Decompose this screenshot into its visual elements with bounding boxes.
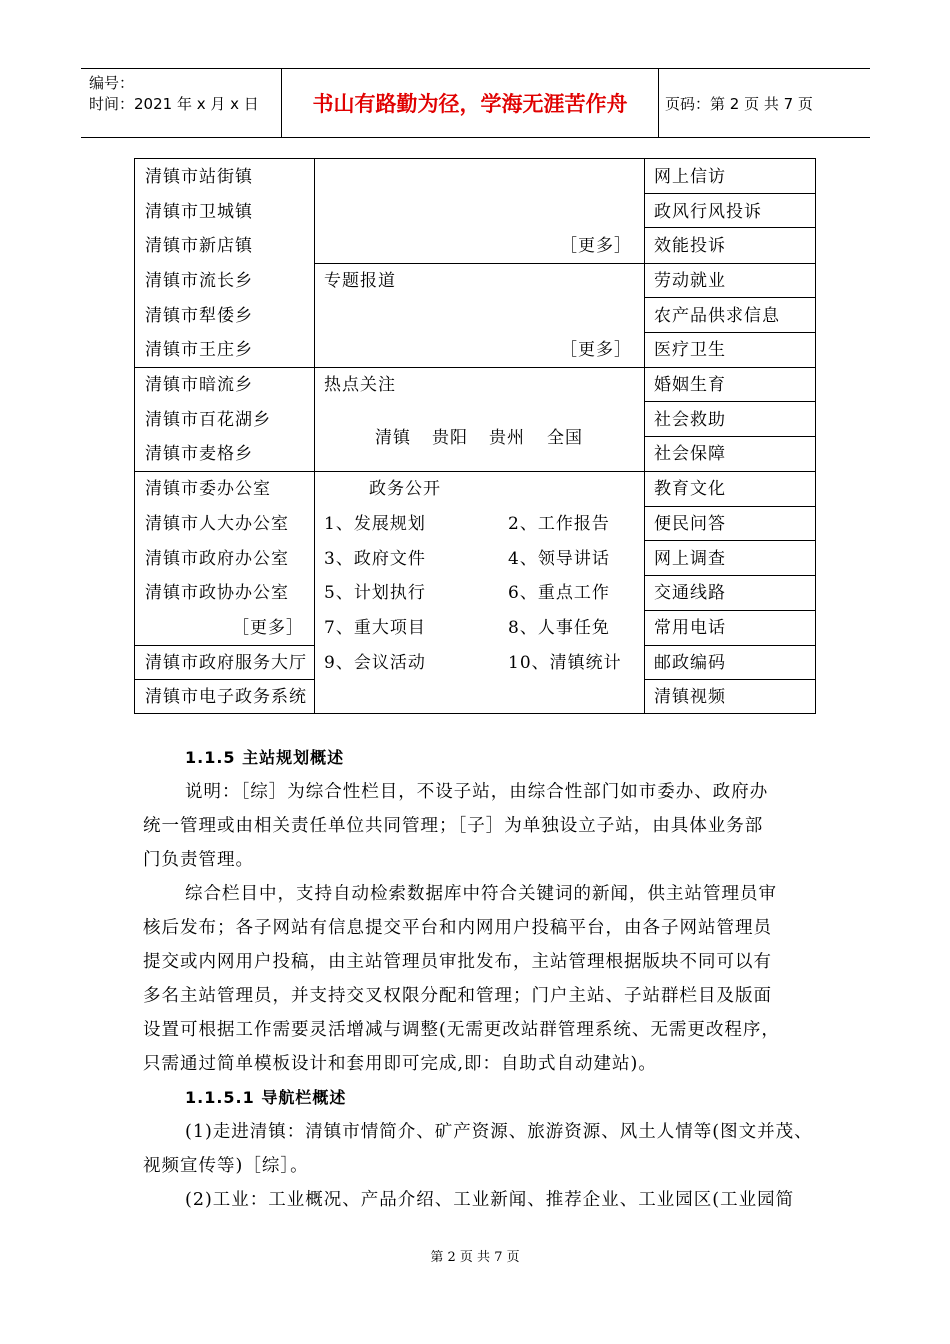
section-heading: 1.1.5 主站规划概述 [185,748,345,767]
service-link[interactable]: 交通线路 [654,583,726,603]
service-link[interactable]: 网上信访 [654,167,726,187]
office-link[interactable]: 清镇市政协办公室 [145,583,289,603]
header-meta [81,69,281,137]
town-link[interactable]: 清镇市暗流乡 [145,375,253,395]
town-link[interactable]: 清镇市流长乡 [145,271,253,291]
paragraph-line: 说明：［综］为综合性栏目，不设子站，由综合性部门如市委办、政府办 [185,782,769,802]
town-link[interactable]: 清镇市犁倭乡 [145,306,253,326]
page-header [81,68,870,138]
office-link[interactable]: 清镇市委办公室 [145,479,271,499]
service-link[interactable]: 劳动就业 [654,271,726,291]
gov-affairs-link[interactable]: 9、会议活动 [324,653,426,673]
gov-affairs-link[interactable]: 8、人事任免 [508,618,610,638]
gov-affairs-link[interactable]: 2、工作报告 [508,514,610,534]
service-link[interactable]: 婚姻生育 [654,375,726,395]
subsection-heading: 1.1.5.1 导航栏概述 [185,1088,347,1107]
gov-affairs-title: 政务公开 [369,479,441,499]
page-footer: 第 2 页 共 7 页 [430,1250,520,1265]
special-report-title: 专题报道 [324,271,396,291]
gov-affairs-link[interactable]: 7、重大项目 [324,618,426,638]
service-link[interactable]: 医疗卫生 [654,340,726,360]
special-report-more-link[interactable]: ［更多］ [560,340,632,360]
service-link[interactable]: 网上调查 [654,549,726,569]
paragraph-line: 设置可根据工作需要灵活增减与调整(无需更改站群管理系统、无需更改程序， [143,1020,780,1040]
paragraph-line: 只需通过简单模板设计和套用即可完成,即：自助式自动建站)。 [143,1054,657,1074]
gov-affairs-link[interactable]: 6、重点工作 [508,583,610,603]
office-link[interactable]: 清镇市人大办公室 [145,514,289,534]
region-link[interactable]: 贵阳 [432,428,468,448]
region-link[interactable]: 全国 [547,428,583,448]
doc-number-label: 编号： [89,74,135,92]
gov-affairs-link[interactable]: 1、发展规划 [324,514,426,534]
top-more-link[interactable]: ［更多］ [560,236,632,256]
portal-layout-table [134,158,816,714]
paragraph-line: 门负责管理。 [143,850,254,870]
header-page-info: 页码：第 2 页 共 7 页 [665,94,813,113]
service-link[interactable]: 常用电话 [654,618,726,638]
gov-affairs-link[interactable]: 3、政府文件 [324,549,426,569]
hot-topics-title: 热点关注 [324,375,396,395]
region-link[interactable]: 贵州 [489,428,525,448]
service-link[interactable]: 政风行风投诉 [654,202,762,222]
town-link[interactable]: 清镇市王庄乡 [145,340,253,360]
paragraph-line: 视频宣传等)［综］。 [143,1156,309,1176]
town-link[interactable]: 清镇市新店镇 [145,236,253,256]
paragraph-line: 提交或内网用户投稿，由主站管理员审批发布，主站管理根据版块不同可以有 [143,952,772,972]
town-link[interactable]: 清镇市卫城镇 [145,202,253,222]
office-link[interactable]: 清镇市政府办公室 [145,549,289,569]
town-link[interactable]: 清镇市百花湖乡 [145,410,271,430]
service-link[interactable]: 邮政编码 [654,653,726,673]
service-link[interactable]: 社会保障 [654,444,726,464]
gov-affairs-link[interactable]: 10、清镇统计 [508,653,622,673]
region-link[interactable]: 清镇 [375,428,411,448]
paragraph-line: 多名主站管理员，并支持交叉权限分配和管理；门户主站、子站群栏目及版面 [143,986,772,1006]
service-link[interactable]: 社会救助 [654,410,726,430]
paragraph-line: 统一管理或由相关责任单位共同管理；［子］为单独设立子站，由具体业务部 [143,816,764,836]
service-link[interactable]: 便民问答 [654,514,726,534]
paragraph-line: 综合栏目中，支持自动检索数据库中符合关键词的新闻，供主站管理员审 [185,884,777,904]
service-link[interactable]: 效能投诉 [654,236,726,256]
town-link[interactable]: 清镇市站街镇 [145,167,253,187]
service-hall-link[interactable]: 清镇市政府服务大厅 [145,653,307,673]
egov-system-link[interactable]: 清镇市电子政务系统 [145,687,307,707]
header-motto: 书山有路勤为径，学海无涯苦作舟 [281,69,659,137]
service-link[interactable]: 清镇视频 [654,687,726,707]
town-link[interactable]: 清镇市麦格乡 [145,444,253,464]
paragraph-line: 核后发布；各子网站有信息提交平台和内网用户投稿平台，由各子网站管理员 [143,918,772,938]
offices-more-link[interactable]: ［更多］ [232,618,304,638]
gov-affairs-link[interactable]: 5、计划执行 [324,583,426,603]
doc-time-label: 时间：2021 年 x 月 x 日 [89,95,259,113]
paragraph-line: (1)走进清镇：清镇市情简介、矿产资源、旅游资源、风土人情等(图文并茂、 [185,1122,813,1142]
paragraph-line: (2)工业：工业概况、产品介绍、工业新闻、推荐企业、工业园区(工业园简 [185,1190,795,1210]
service-link[interactable]: 教育文化 [654,479,726,499]
service-link[interactable]: 农产品供求信息 [654,306,780,326]
gov-affairs-link[interactable]: 4、领导讲话 [508,549,610,569]
